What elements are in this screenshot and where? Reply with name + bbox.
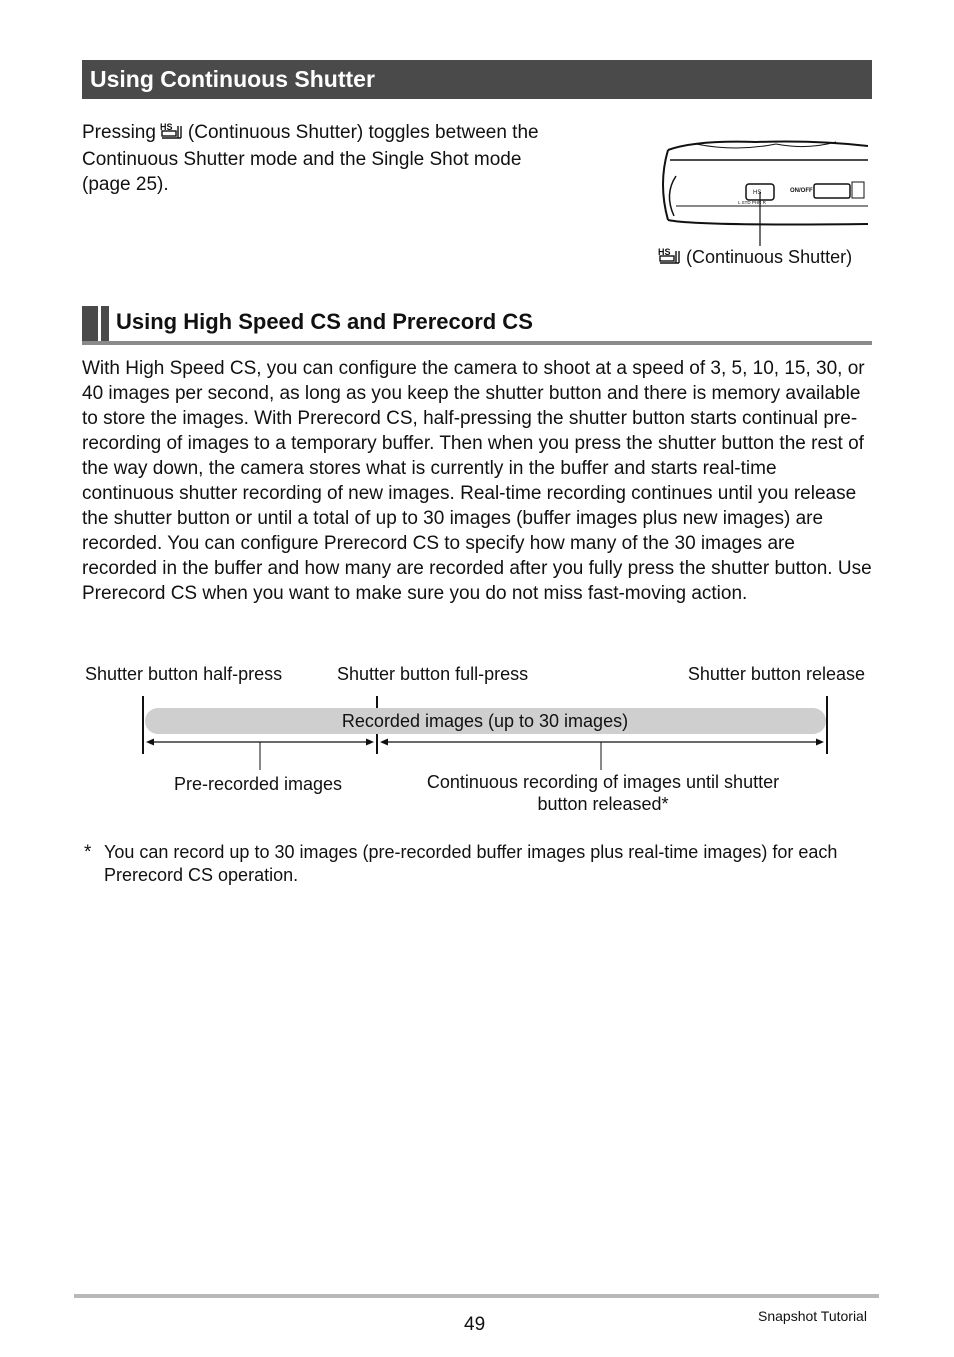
hs-button-label: HS xyxy=(753,190,762,196)
prerecord-timeline-diagram xyxy=(82,660,872,825)
camera-top-illustration xyxy=(656,134,868,251)
subsection-title: Using High Speed CS and Prerecord CS xyxy=(116,309,533,334)
arrow-head xyxy=(816,739,824,746)
subsection-body: With High Speed CS, you can configure the camera to shoot at a speed of 3, 5, 10, 15, 30, or 40 images per second, as long as you keep the shutter button and there is memory available to store the images. With Prerecord CS, half-pressing the shutter button starts continual pre-recording of images to a temporary buffer. Then when you press the shutter button the rest of the way down, the camera stores what is currently in the buffer and starts real-time continuous shutter recording of new images. Real-time recording continues until you release the shutter button or until a total of up to 30 images (buffer images plus new images) are recorded. You can configure Prerecord CS to specify how many of the 30 images are recorded in the buffer and how many are recorded after you fully press the shutter button. Use Prerecord CS when you want to make sure you do not miss fast-moving action. xyxy=(82,358,872,604)
continuous-label-line1: Continuous recording of images until shutter xyxy=(426,772,780,792)
camera-caption xyxy=(654,245,852,270)
continuous-label-line2: button released* xyxy=(537,794,669,814)
arrow-head xyxy=(146,739,154,746)
arrow-head xyxy=(380,739,388,746)
page-number: 49 xyxy=(464,1314,486,1335)
subsection-marker xyxy=(82,306,98,342)
continuous-shutter-icon xyxy=(159,120,185,147)
subsection-marker-thin xyxy=(101,306,109,342)
intro-text-pre: Pressing xyxy=(82,122,156,143)
half-press-label: Shutter button half-press xyxy=(85,664,283,684)
intro-paragraph xyxy=(82,120,552,197)
arrow-head xyxy=(366,739,374,746)
footer-rule xyxy=(74,1294,879,1298)
footer-section-name: Snapshot Tutorial xyxy=(758,1308,867,1324)
svg-text:HS: HS xyxy=(159,122,173,132)
section-title: Using Continuous Shutter xyxy=(82,60,872,99)
pre-recorded-label: Pre-recorded images xyxy=(173,774,343,794)
full-press-label: Shutter button full-press xyxy=(337,664,529,684)
svg-text:HS: HS xyxy=(658,247,671,257)
onoff-label: ON/OFF xyxy=(790,188,813,194)
camera-caption-text: (Continuous Shutter) xyxy=(686,247,853,267)
footnote-marker: * xyxy=(84,842,92,863)
zoom-scale-label: L STD PHR R xyxy=(738,200,766,205)
subsection-rule xyxy=(82,341,872,345)
intro-text-post: (Continuous Shutter) toggles between the Continuous Shutter mode and the Single Shot mode (page 25). xyxy=(82,122,539,195)
release-label: Shutter button release xyxy=(687,664,865,684)
footnote-text: You can record up to 30 images (pre-recorded buffer images plus real-time images) for each Prerecord CS operation. xyxy=(104,842,838,885)
continuous-shutter-icon xyxy=(657,245,683,270)
recorded-images-label: Recorded images (up to 30 images) xyxy=(341,711,629,731)
